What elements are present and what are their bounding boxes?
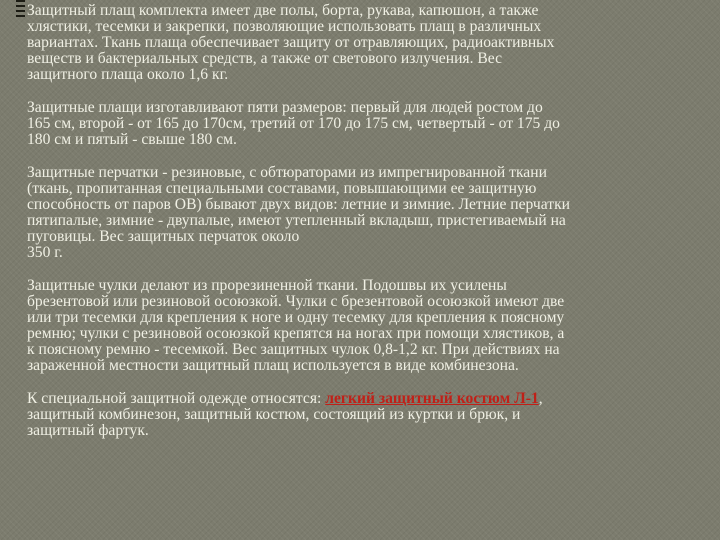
text-line: брезентовой или резиновой осоюзкой. Чулки с брезентовой осоюзкой имеют две	[27, 293, 565, 310]
paragraph-sizes	[27, 100, 699, 148]
text-line: Защитные перчатки - резиновые, с обтюраторами из импрегнированной ткани	[27, 164, 547, 181]
text-line: ремню; чулки с резиновой осоюзкой крепятся на ногах при помощи хлястиков, а	[27, 325, 565, 342]
text-line: 180 см и пятый - свыше 180 см.	[27, 131, 237, 148]
text-line: веществ и бактериальных средств, а также от светового излучения. Вес	[27, 50, 503, 67]
text-line: Защитные чулки делают из прорезиненной ткани. Подошвы их усилены	[27, 277, 507, 294]
text-line: Защитные плащи изготавливают пяти размеров: первый для людей ростом до	[27, 99, 543, 116]
paragraph-cloak	[27, 3, 699, 83]
paragraph-special-clothing	[27, 391, 699, 439]
text-line: пуговицы. Вес защитных перчаток около	[27, 228, 300, 245]
suit-l1-link[interactable]: легкий защитный костюм Л-1	[325, 390, 539, 407]
text-line: к поясному ремню - тесемкой. Вес защитных чулок 0,8-1,2 кг. При действиях на	[27, 341, 560, 358]
text-line: защитный фартук.	[27, 422, 149, 439]
text-line: зараженной местности защитный плащ используется в виде комбинезона.	[27, 357, 519, 374]
text-line: ,	[538, 390, 543, 407]
text-line: хлястики, тесемки и закрепки, позволяющие использовать плащ в различных	[27, 18, 542, 35]
slide-content	[27, 3, 699, 456]
text-line: способность от паров ОВ) бывают двух видов: летние и зимние. Летние перчатки	[27, 196, 571, 213]
text-line: 350 г.	[27, 244, 63, 261]
text-line: Защитный плащ комплекта имеет две полы, борта, рукава, капюшон, а также	[27, 2, 539, 19]
paragraph-stockings	[27, 278, 699, 374]
text-line: защитный комбинезон, защитный костюм, состоящий из куртки и брюк, и	[27, 406, 521, 423]
text-line: вариантах. Ткань плаща обеспечивает защиту от отравляющих, радиоактивных	[27, 34, 555, 51]
text-line: 165 см, второй - от 165 до 170см, третий от 170 до 175 см, четвертый - от 175 до	[27, 115, 560, 132]
text-line: или три тесемки для крепления к ноге и одну тесемку для крепления к поясному	[27, 309, 565, 326]
text-line: (ткань, пропитанная специальными составами, повышающими ее защитную	[27, 180, 537, 197]
corner-mark-icon	[16, 0, 25, 26]
text-line: пятипалые, зимние - двупалые, имеют утепленный вкладыш, пристегиваемый на	[27, 212, 566, 229]
text-line: защитного плаща около 1,6 кг.	[27, 66, 229, 83]
text-line: К специальной защитной одежде относятся:	[27, 390, 326, 407]
paragraph-gloves	[27, 165, 699, 261]
